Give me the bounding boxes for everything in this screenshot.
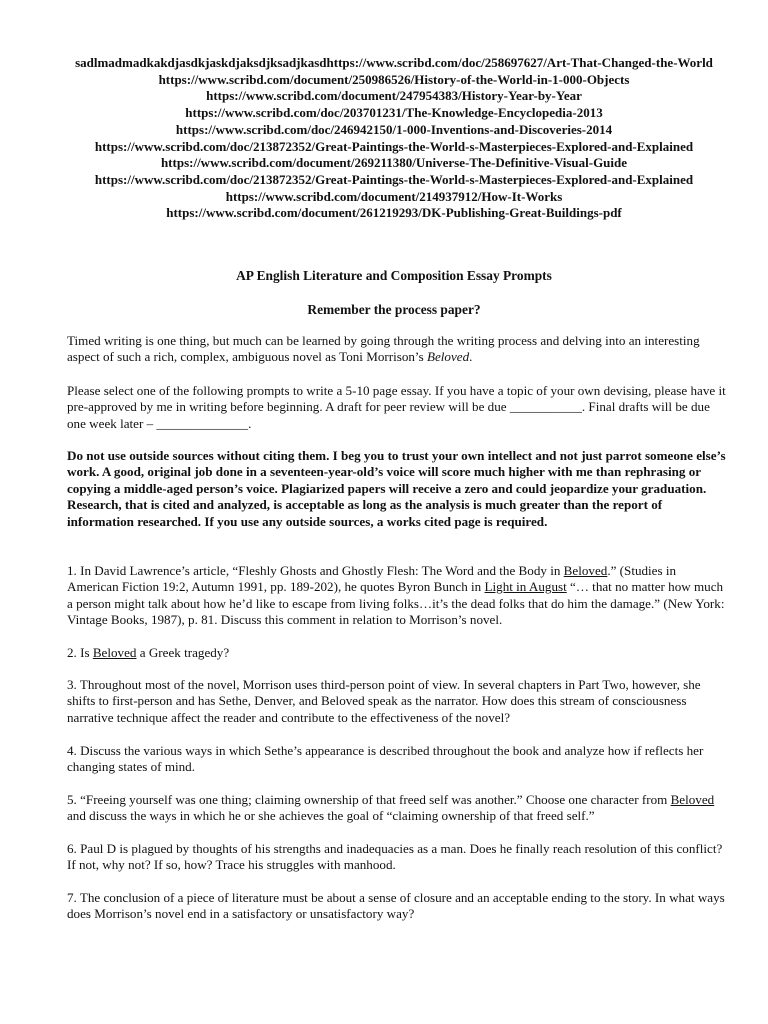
book-title: Beloved: [563, 563, 608, 578]
link-list: [64, 55, 724, 222]
prompt-6: 6. Paul D is plagued by thoughts of his strengths and inadequacies as a man. Does he finally reach resolution of this conflict? If not, why not? If so, how? Trace his struggles with manhood.: [67, 841, 723, 873]
link-line[interactable]: https://www.scribd.com/doc/213872352/Great-Paintings-the-World-s-Masterpieces-Explored-and-Explained: [94, 171, 694, 187]
book-title: Beloved: [670, 792, 715, 807]
link-line[interactable]: https://www.scribd.com/doc/246942150/1-000-Inventions-and-Discoveries-2014: [175, 121, 613, 137]
prompt-1-text-a: 1. In David Lawrence’s article, “Fleshly Ghosts and Ghostly Flesh: The Word and the Body in: [67, 563, 564, 578]
prompt-2-text-a: 2. Is: [67, 645, 93, 660]
prompt-2: [67, 645, 727, 661]
document-subtitle: Remember the process paper?: [307, 302, 481, 317]
link-line[interactable]: https://www.scribd.com/doc/203701231/The-Knowledge-Encyclopedia-2013: [185, 105, 603, 121]
document-title: AP English Literature and Composition Essay Prompts: [236, 268, 552, 283]
link-line[interactable]: https://www.scribd.com/document/214937912/How-It-Works: [225, 188, 563, 204]
link-line[interactable]: https://www.scribd.com/document/261219293/DK-Publishing-Great-Buildings-pdf: [166, 205, 622, 221]
intro-paragraph: [67, 333, 727, 366]
book-title: Beloved: [426, 349, 470, 365]
instructions-paragraph: Please select one of the following prompts to write a 5-10 page essay. If you have a topic of your own devising, please have it pre-approved by me in writing before beginning. A draft for peer review will be due ___________. Final drafts will be due one week later – ______________.: [67, 383, 726, 431]
prompt-1-text-c: “… that no matter how much a person might talk about how he’d like to escape from living folks…it’s the dead folks that do him the damage.” (New York: Vintage Books, 1987), p. 81. Discuss this comment in relation to Morrison’s novel.: [67, 579, 725, 628]
prompt-2-text-b: a Greek tragedy?: [136, 645, 230, 660]
book-title: Beloved: [92, 645, 137, 660]
prompt-7: 7. The conclusion of a piece of literature must be about a sense of closure and an acceptable ending to the story. In what ways does Morrison’s novel end in a satisfactory or unsatisfactory way?: [67, 890, 725, 922]
plagiarism-warning: Do not use outside sources without citing them. I beg you to trust your own intellect and not just parrot someone else’s work. A good, original job done in a seventeen-year-old’s voice will score much higher with me than rephrasing or copying a middle-aged person’s voice. Plagiarized papers will receive a zero and could jeopardize your graduation. Research, that is cited and analyzed, is acceptable as long as the analysis is much greater than the report of information researched. If you use any outside sources, a works cited page is required.: [67, 448, 726, 529]
prompt-5-text-b: and discuss the ways in which he or she achieves the goal of “claiming ownership of that freed self.”: [67, 808, 595, 824]
link-line[interactable]: sadlmadmadkakdjasdkjaskdjaksdjksadjkasdhttps://www.scribd.com/doc/258697627/Art-That-Changed-the-World: [75, 55, 713, 70]
prompt-4: 4. Discuss the various ways in which Sethe’s appearance is described throughout the book and analyze how if reflects her changing states of mind.: [67, 743, 704, 775]
prompt-1: [67, 563, 727, 629]
link-line[interactable]: https://www.scribd.com/document/269211380/Universe-The-Definitive-Visual-Guide: [160, 155, 628, 171]
book-title-light-in-august: Light in August: [484, 579, 567, 595]
prompt-5-text-a: 5. “Freeing yourself was one thing; claiming ownership of that freed self was another.” Choose one character from: [67, 792, 671, 807]
link-line[interactable]: https://www.scribd.com/document/247954383/History-Year-by-Year: [206, 88, 582, 104]
intro-end: .: [469, 349, 473, 365]
prompt-5: [67, 792, 727, 825]
link-line[interactable]: https://www.scribd.com/doc/213872352/Great-Paintings-the-World-s-Masterpieces-Explored-and-Explained: [94, 138, 694, 154]
link-line[interactable]: https://www.scribd.com/document/250986526/History-of-the-World-in-1-000-Objects: [158, 71, 630, 87]
intro-text: Timed writing is one thing, but much can be learned by going through the writing process and delving into an interesting aspect of such a rich, complex, ambiguous novel as Toni Morrison’s: [67, 333, 700, 365]
prompt-1-text-b: .” (Studies in American Fiction 19:2, Autumn 1991, pp. 189-202), he quotes Byron Bunch in: [67, 563, 677, 595]
prompt-3: 3. Throughout most of the novel, Morrison uses third-person point of view. In several chapters in Part Two, however, she shifts to first-person and has Sethe, Denver, and Beloved speak as the narrator. How does this stream of consciousness narrative technique affect the reader and contribute to the effectiveness of the novel?: [67, 677, 701, 725]
